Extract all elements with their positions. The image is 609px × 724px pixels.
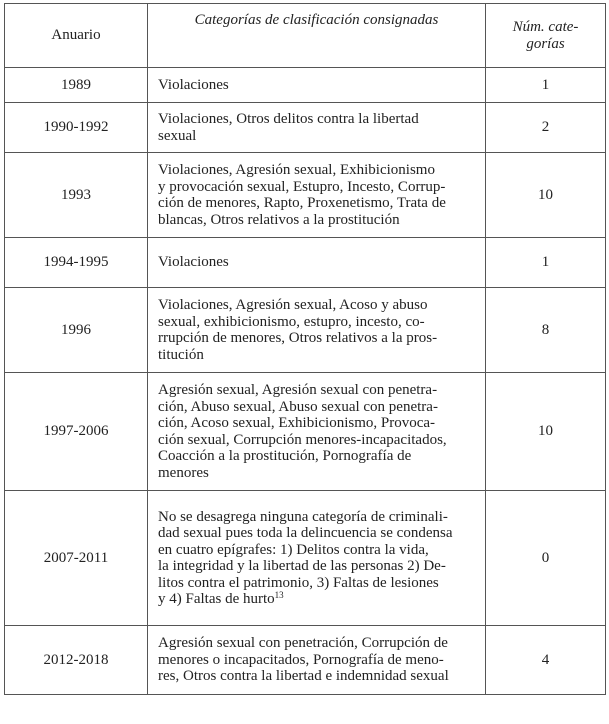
table-row <box>5 103 606 153</box>
categorias-line: Violaciones, Agresión sexual, Acoso y abuso <box>158 297 428 313</box>
anuario-cell: 1997-2006 <box>5 373 148 491</box>
header-num-categorias <box>486 4 606 68</box>
table-row <box>5 238 606 288</box>
classification-table <box>4 3 606 695</box>
categorias-line: Violaciones, Otros delitos contra la libertad <box>158 111 419 127</box>
categorias-line: ción, Acoso sexual, Exhibicionismo, Provoca- <box>158 415 436 431</box>
categorias-line: en cuatro epígrafes: 1) Delitos contra la vida, <box>158 541 429 558</box>
categorias-line: y provocación sexual, Estupro, Incesto, Corrup- <box>158 178 446 195</box>
categorias-cell <box>148 153 486 238</box>
categorias-line: Agresión sexual con penetración, Corrupción de <box>158 635 448 652</box>
num-categorias-cell: 4 <box>486 626 606 695</box>
categorias-line: res, Otros contra la libertad e indemnidad sexual <box>158 668 449 685</box>
table-row <box>5 491 606 626</box>
categorias-cell <box>148 626 486 695</box>
anuario-cell: 1994-1995 <box>5 238 148 288</box>
categorias-line: la integridad y la libertad de las personas 2) De- <box>158 558 446 574</box>
categorias-cell <box>148 238 486 288</box>
header-num-line1: Núm. cate- <box>512 19 579 35</box>
num-categorias-cell: 1 <box>486 68 606 103</box>
categorias-line: dad sexual pues toda la delincuencia se condensa <box>158 525 453 541</box>
categorias-line: litos contra el patrimonio, 3) Faltas de lesiones <box>158 574 439 591</box>
categorias-line: ción sexual, Corrupción menores-incapacitados, <box>158 431 447 448</box>
table-row <box>5 153 606 238</box>
anuario-cell: 2007-2011 <box>5 491 148 626</box>
categorias-cell <box>148 103 486 153</box>
categorias-line: sexual, exhibicionismo, estupro, incesto, co- <box>158 313 425 330</box>
categorias-line: rrupción de menores, Otros relativos a la pros- <box>158 330 438 346</box>
anuario-cell: 1989 <box>5 68 148 103</box>
anuario-cell: 1993 <box>5 153 148 238</box>
categorias-line: titución <box>158 346 204 363</box>
categorias-line: No se desagrega ninguna categoría de criminali- <box>158 508 448 525</box>
categorias-line: ción, Abuso sexual, Abuso sexual con penetra- <box>158 398 438 415</box>
table-row <box>5 288 606 373</box>
table-row <box>5 68 606 103</box>
table-row <box>5 373 606 491</box>
num-categorias-cell: 2 <box>486 103 606 153</box>
categorias-line: Agresión sexual, Agresión sexual con penetra- <box>158 382 438 398</box>
categorias-line: Coacción a la prostitución, Pornografía de <box>158 448 412 464</box>
categorias-line: Violaciones <box>158 76 229 93</box>
header-anuario: Anuario <box>5 4 148 68</box>
footnote-ref: 13 <box>274 590 284 600</box>
num-categorias-cell: 8 <box>486 288 606 373</box>
anuario-cell: 2012-2018 <box>5 626 148 695</box>
header-num-line2: gorías <box>526 35 565 52</box>
anuario-cell: 1996 <box>5 288 148 373</box>
categorias-cell <box>148 288 486 373</box>
categorias-line: menores o incapacitados, Pornografía de meno- <box>158 651 444 668</box>
num-categorias-cell: 10 <box>486 373 606 491</box>
categorias-cell <box>148 491 486 626</box>
header-categorias: Categorías de clasificación consignadas <box>148 4 486 68</box>
categorias-cell <box>148 68 486 103</box>
anuario-cell: 1990-1992 <box>5 103 148 153</box>
categorias-line: Violaciones, Agresión sexual, Exhibicionismo <box>158 162 435 178</box>
categorias-line: y 4) Faltas de hurto <box>158 591 275 607</box>
header-row <box>5 4 606 68</box>
num-categorias-cell: 1 <box>486 238 606 288</box>
categorias-line: ción de menores, Rapto, Proxenetismo, Trata de <box>158 195 446 211</box>
num-categorias-cell: 0 <box>486 491 606 626</box>
num-categorias-cell: 10 <box>486 153 606 238</box>
categorias-line: Violaciones <box>158 254 229 271</box>
categorias-cell <box>148 373 486 491</box>
categorias-line: sexual <box>158 127 197 144</box>
categorias-line: menores <box>158 464 209 481</box>
categorias-line: blancas, Otros relativos a la prostitución <box>158 211 400 228</box>
table-row <box>5 626 606 695</box>
